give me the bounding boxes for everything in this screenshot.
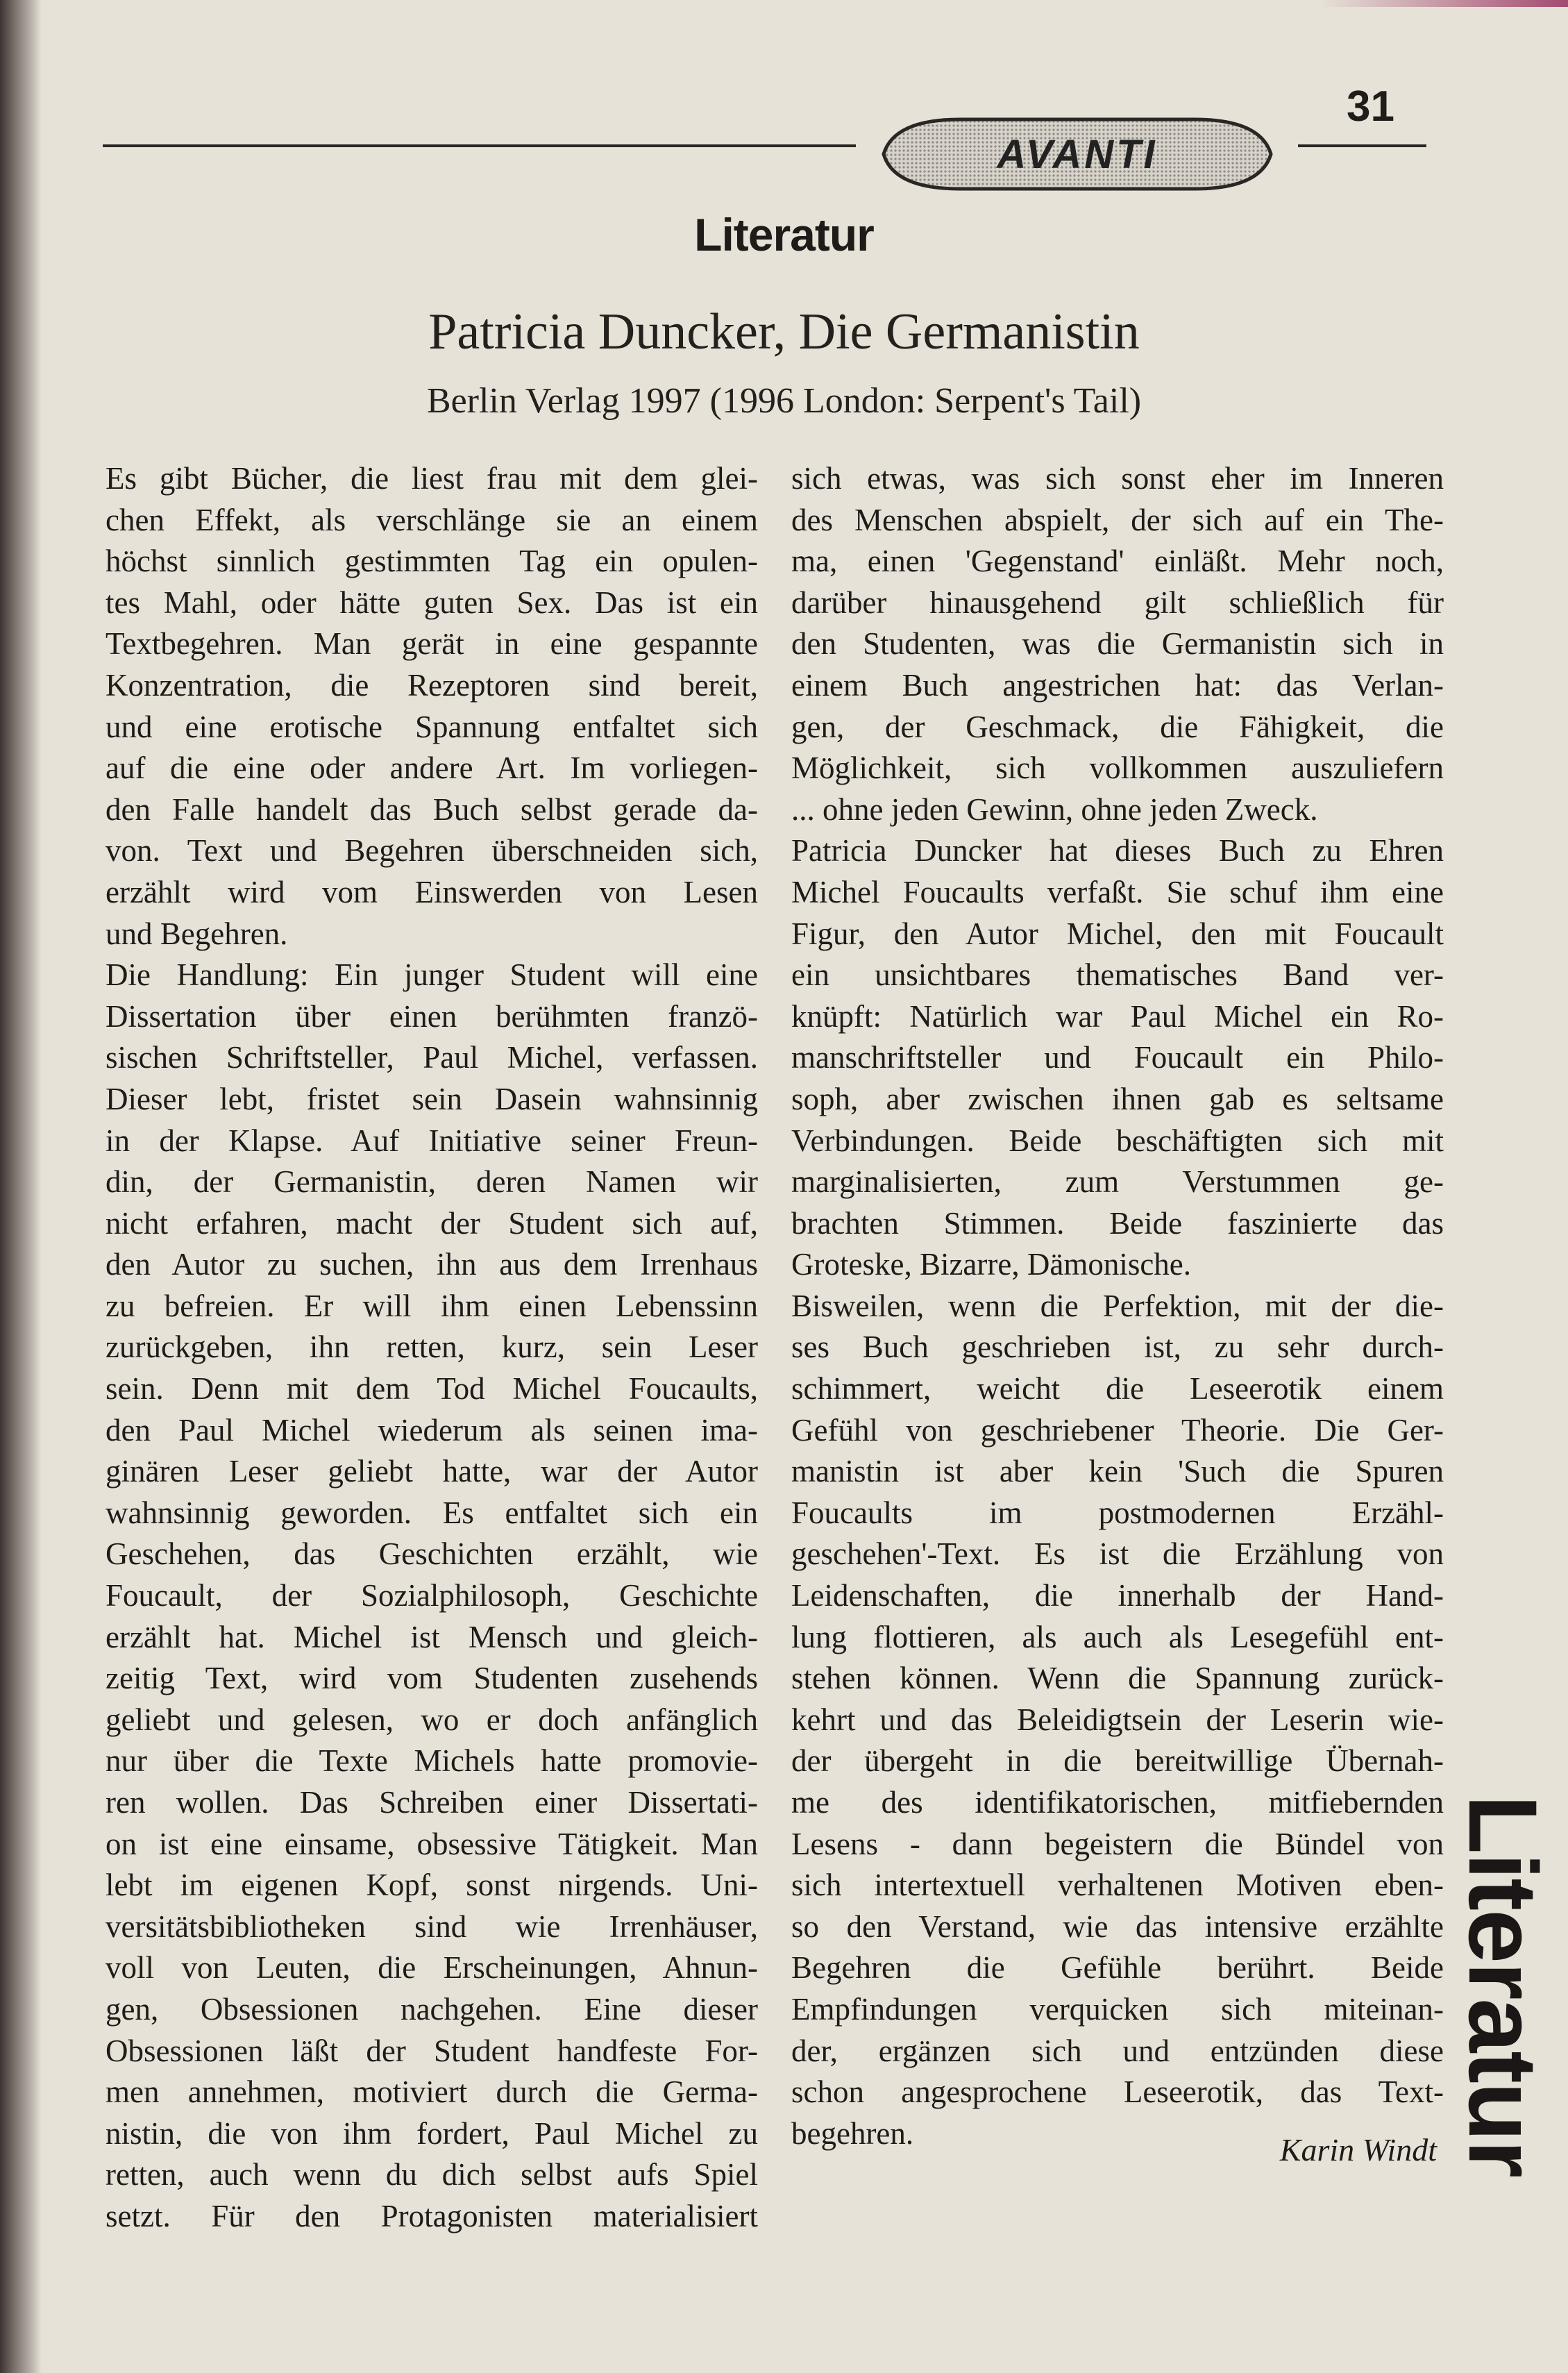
text-line: Es gibt Bücher, die liest frau mit dem glei-	[106, 461, 758, 496]
text-line: Bisweilen, wenn die Perfektion, mit der die-	[791, 1288, 1444, 1323]
text-line: din, der Germanistin, deren Namen wir	[106, 1164, 758, 1200]
text-line: Möglichkeit, sich vollkommen auszuliefern	[791, 751, 1444, 786]
text-line: marginalisierten, zum Verstummen ge-	[791, 1164, 1444, 1200]
text-line: Die Handlung: Ein junger Student will eine	[106, 957, 758, 993]
text-line: ... ohne jeden Gewinn, ohne jeden Zweck.	[791, 791, 1318, 827]
text-line: Verbindungen. Beide beschäftigten sich mit	[791, 1123, 1444, 1158]
text-line: erzählt wird vom Einswerden von Lesen	[106, 874, 758, 909]
text-line: retten, auch wenn du dich selbst aufs Spiel	[106, 2157, 758, 2192]
avanti-badge	[856, 115, 1299, 193]
text-line: kehrt und das Beleidigtsein der Leserin wie-	[791, 1702, 1444, 1737]
text-line: sich intertextuell verhaltenen Motiven eben-	[791, 1868, 1444, 1903]
text-line: Obsessionen läßt der Student handfeste For-	[106, 2033, 758, 2068]
text-line: des Menschen abspielt, der sich auf ein The-	[791, 502, 1444, 537]
text-line: nur über die Texte Michels hatte promovie-	[106, 1743, 758, 1779]
text-line: Leidenschaften, die innerhalb der Hand-	[791, 1578, 1444, 1613]
text-line: und eine erotische Spannung entfaltet sich	[106, 709, 758, 744]
text-line: gen, Obsessionen nachgehen. Eine dieser	[106, 1991, 758, 2027]
text-line: auf die eine oder andere Art. Im vorliegen-	[106, 751, 758, 786]
text-line: einem Buch angestrichen hat: das Verlan-	[791, 667, 1444, 703]
text-line: erzählt hat. Michel ist Mensch und gleich-	[106, 1619, 758, 1654]
text-line: sein. Denn mit dem Tod Michel Foucaults,	[106, 1371, 758, 1407]
text-line: lebt im eigenen Kopf, sonst nirgends. Uni-	[106, 1868, 758, 1903]
text-line: den Falle handelt das Buch selbst gerade da-	[106, 791, 758, 827]
text-line: Groteske, Bizarre, Dämonische.	[791, 1247, 1192, 1282]
section-tab-label: Literatur	[1449, 1795, 1558, 2177]
text-line: nistin, die von ihm fordert, Paul Michel zu	[106, 2115, 758, 2151]
text-line: ren wollen. Das Schreiben einer Dissertati-	[106, 1785, 758, 1820]
text-line: Patricia Duncker hat dieses Buch zu Ehren	[791, 833, 1444, 869]
badge-label: AVANTI	[997, 131, 1158, 177]
text-line: Begehren die Gefühle berührt. Beide	[791, 1950, 1444, 1986]
text-line: Michel Foucaults verfaßt. Sie schuf ihm eine	[791, 874, 1444, 909]
section-tab	[1449, 1795, 1558, 2177]
page-number: 31	[1347, 83, 1394, 131]
text-line: und Begehren.	[106, 916, 288, 951]
header-rule-left	[103, 144, 856, 147]
book-publisher: Berlin Verlag 1997 (1996 London: Serpent's Tail)	[426, 381, 1142, 421]
text-line: on ist eine einsame, obsessive Tätigkeit. Man	[106, 1826, 758, 1861]
article-column-right	[791, 458, 1444, 2154]
text-line: setzt. Für den Protagonisten materialisiert	[106, 2198, 758, 2233]
text-line: Foucault, der Sozialphilosoph, Geschichte	[106, 1578, 758, 1613]
author-signature: Karin Windt	[1279, 2132, 1437, 2167]
text-line: zu befreien. Er will ihm einen Lebenssinn	[106, 1288, 758, 1323]
text-line: Figur, den Autor Michel, den mit Foucault	[791, 916, 1444, 951]
text-line: Foucaults im postmodernen Erzähl-	[791, 1495, 1444, 1530]
text-line: ses Buch geschrieben ist, zu sehr durch-	[791, 1330, 1444, 1365]
text-line: voll von Leuten, die Erscheinungen, Ahnun-	[106, 1950, 758, 1986]
page-edge	[1319, 0, 1568, 7]
text-line: von. Text und Begehren überschneiden sich,	[106, 833, 758, 869]
text-line: brachten Stimmen. Beide faszinierte das	[791, 1205, 1444, 1241]
text-line: manschriftsteller und Foucault ein Philo-	[791, 1040, 1444, 1075]
text-line: Dieser lebt, fristet sein Dasein wahnsinnig	[106, 1081, 758, 1116]
text-line: darüber hinausgehend gilt schließlich für	[791, 585, 1444, 620]
text-line: ein unsichtbares thematisches Band ver-	[791, 957, 1444, 993]
text-line: gen, der Geschmack, die Fähigkeit, die	[791, 709, 1444, 744]
text-line: schimmert, weicht die Leseerotik einem	[791, 1371, 1444, 1407]
text-line: Empfindungen verquicken sich miteinan-	[791, 1991, 1444, 2027]
text-line: soph, aber zwischen ihnen gab es seltsame	[791, 1081, 1444, 1116]
text-line: ma, einen 'Gegenstand' einläßt. Mehr noch,	[791, 544, 1444, 579]
text-line: begehren.	[791, 2115, 914, 2151]
text-line: lung flottieren, als auch als Lesegefühl ent-	[791, 1619, 1444, 1654]
text-line: Lesens - dann begeistern die Bündel von	[791, 1826, 1444, 1861]
book-title: Patricia Duncker, Die Germanistin	[428, 303, 1140, 360]
text-line: men annehmen, motiviert durch die Germa-	[106, 2074, 758, 2110]
text-line: höchst sinnlich gestimmten Tag ein opulen-	[106, 544, 758, 579]
text-line: geliebt und gelesen, wo er doch anfänglich	[106, 1702, 758, 1737]
text-line: den Paul Michel wiederum als seinen ima-	[106, 1412, 758, 1448]
text-line: der, ergänzen sich und entzünden diese	[791, 2033, 1444, 2068]
text-line: der übergeht in die bereitwillige Übernah-	[791, 1743, 1444, 1779]
text-line: zurückgeben, ihn retten, kurz, sein Leser	[106, 1330, 758, 1365]
text-line: sischen Schriftsteller, Paul Michel, verfassen.	[106, 1040, 758, 1075]
text-line: Dissertation über einen berühmten franzö-	[106, 998, 758, 1034]
text-line: Textbegehren. Man gerät in eine gespannte	[106, 626, 758, 662]
text-line: Gefühl von geschriebener Theorie. Die Ger-	[791, 1412, 1444, 1448]
text-line: wahnsinnig geworden. Es entfaltet sich ein	[106, 1495, 758, 1530]
text-line: so den Verstand, wie das intensive erzählte	[791, 1909, 1444, 1944]
article-column-left	[106, 458, 758, 2238]
text-line: chen Effekt, als verschlänge sie an einem	[106, 502, 758, 537]
text-line: den Autor zu suchen, ihn aus dem Irrenhaus	[106, 1247, 758, 1282]
text-line: zeitig Text, wird vom Studenten zusehends	[106, 1661, 758, 1696]
text-line: ginären Leser geliebt hatte, war der Autor	[106, 1454, 758, 1489]
text-line: nicht erfahren, macht der Student sich auf,	[106, 1205, 758, 1241]
text-line: versitätsbibliotheken sind wie Irrenhäuser,	[106, 1909, 758, 1944]
text-line: me des identifikatorischen, mitfiebernden	[791, 1785, 1444, 1820]
header-rule-right	[1298, 144, 1426, 147]
text-line: sich etwas, was sich sonst eher im Inneren	[791, 461, 1444, 496]
text-line: schon angesprochene Leseerotik, das Text-	[791, 2074, 1444, 2110]
text-line: den Studenten, was die Germanistin sich in	[791, 626, 1444, 662]
text-line: tes Mahl, oder hätte guten Sex. Das ist ein	[106, 585, 758, 620]
text-line: Konzentration, die Rezeptoren sind bereit,	[106, 667, 758, 703]
text-line: Geschehen, das Geschichten erzählt, wie	[106, 1536, 758, 1572]
text-line: stehen können. Wenn die Spannung zurück-	[791, 1661, 1444, 1696]
section-title: Literatur	[694, 209, 874, 260]
text-line: in der Klapse. Auf Initiative seiner Freun-	[106, 1123, 758, 1158]
text-line: geschehen'-Text. Es ist die Erzählung von	[791, 1536, 1444, 1572]
text-line: manistin ist aber kein 'Such die Spuren	[791, 1454, 1444, 1489]
text-line: knüpft: Natürlich war Paul Michel ein Ro-	[791, 998, 1444, 1034]
